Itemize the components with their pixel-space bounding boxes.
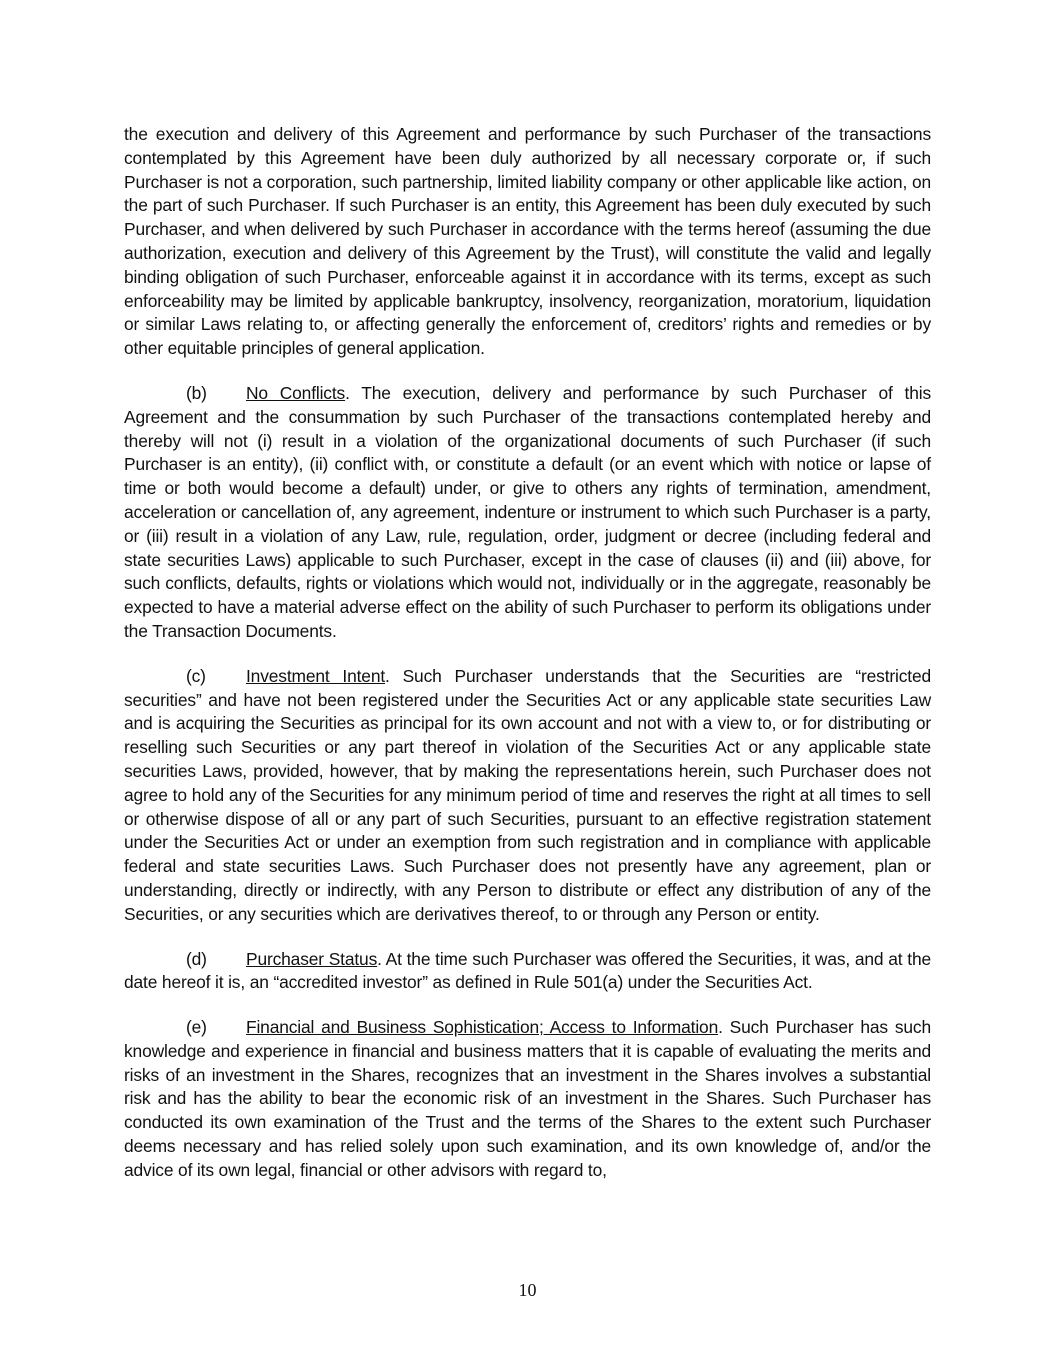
- section-c-number: (c): [186, 665, 206, 686]
- section-d-number: (d): [186, 948, 207, 969]
- section-d-body: . At the time such Purchaser was offered the Securities, it was, and at the date hereof it is, an “accredited investor” as defined in Rule 501(a) under the Securities Act.: [124, 948, 932, 993]
- section-e-heading: Financial and Business Sophistication; Access to Information: [246, 1017, 719, 1038]
- section-e-paragraph: [124, 1016, 931, 1183]
- section-d-paragraph: [124, 948, 931, 996]
- section-b-paragraph: [124, 382, 931, 644]
- section-d-heading: Purchaser Status: [246, 948, 378, 969]
- page-number: 10: [518, 1280, 537, 1300]
- section-c-paragraph: [124, 665, 931, 927]
- section-b-body: . The execution, delivery and performance by such Purchaser of this Agreement and the consummation by such Purchaser of the transactions contemplated hereby and thereby will not (i) result in a violation of the organizational documents of such Purchaser (if such Purchaser is an entity), (ii) conflict with, or constitute a default (or an event which with notice or lapse of time or both would become a default) under, or give to others any rights of termination, amendment, acceleration or cancellation of, any agreement, indenture or instrument to which such Purchaser is a party, or (iii) result in a violation of any Law, rule, regulation, order, judgment or decree (including federal and state securities Laws) applicable to such Purchaser, except in the case of clauses (ii) and (iii) above, for such conflicts, defaults, rights or violations which would not, individually or in the aggregate, reasonably be expected to have a material adverse effect on the ability of such Purchaser to perform its obligations under the Transaction Documents.: [124, 382, 931, 641]
- section-b-heading: No Conflicts: [246, 382, 346, 403]
- section-b-number: (b): [186, 382, 207, 403]
- continuation-paragraph: the execution and delivery of this Agreement and performance by such Purchaser of the transactions contemplated by this Agreement have been duly authorized by all necessary corporate or, if such Purchaser is not a corporation, such partnership, limited liability company or other applicable like action, on the part of such Purchaser. If such Purchaser is an entity, this Agreement has been duly executed by such Purchaser, and when delivered by such Purchaser in accordance with the terms hereof (assuming the due authorization, execution and delivery of this Agreement by the Trust), will constitute the valid and legally binding obligation of such Purchaser, enforceable against it in accordance with its terms, except as such enforceability may be limited by applicable bankruptcy, insolvency, reorganization, moratorium, liquidation or similar Laws relating to, or affecting generally the enforcement of, creditors’ rights and remedies or by other equitable principles of general application.: [124, 124, 931, 359]
- section-c-body: . Such Purchaser understands that the Securities are “restricted securities” and have not been registered under the Securities Act or any applicable state securities Law and is acquiring the Securities as principal for its own account and not with a view to, or for distributing or reselling such Securities or any part thereof in violation of the Securities Act or any applicable state securities Laws, provided, however, that by making the representations herein, such Purchaser does not agree to hold any of the Securities for any minimum period of time and reserves the right at all times to sell or otherwise dispose of all or any part of such Securities, pursuant to an effective registration statement under the Securities Act or under an exemption from such registration and in compliance with applicable federal and state securities Laws. Such Purchaser does not presently have any agreement, plan or understanding, directly or indirectly, with any Person to distribute or effect any distribution of any of the Securities, or any securities which are derivatives thereof, to or through any Person or entity.: [124, 665, 931, 924]
- section-e-number: (e): [186, 1017, 207, 1038]
- section-e-body: . Such Purchaser has such knowledge and experience in financial and business matters that it is capable of evaluating the merits and risks of an investment in the Shares, recognizes that an investment in the Shares involves a substantial risk and has the ability to bear the economic risk of an investment in the Shares. Such Purchaser has conducted its own examination of the Trust and the terms of the Shares to the extent such Purchaser deems necessary and has relied solely upon such examination, and its own knowledge of, and/or the advice of its own legal, financial or other advisors with regard to,: [124, 1017, 931, 1180]
- section-c-heading: Investment Intent: [246, 665, 386, 686]
- document-page: [124, 123, 931, 1204]
